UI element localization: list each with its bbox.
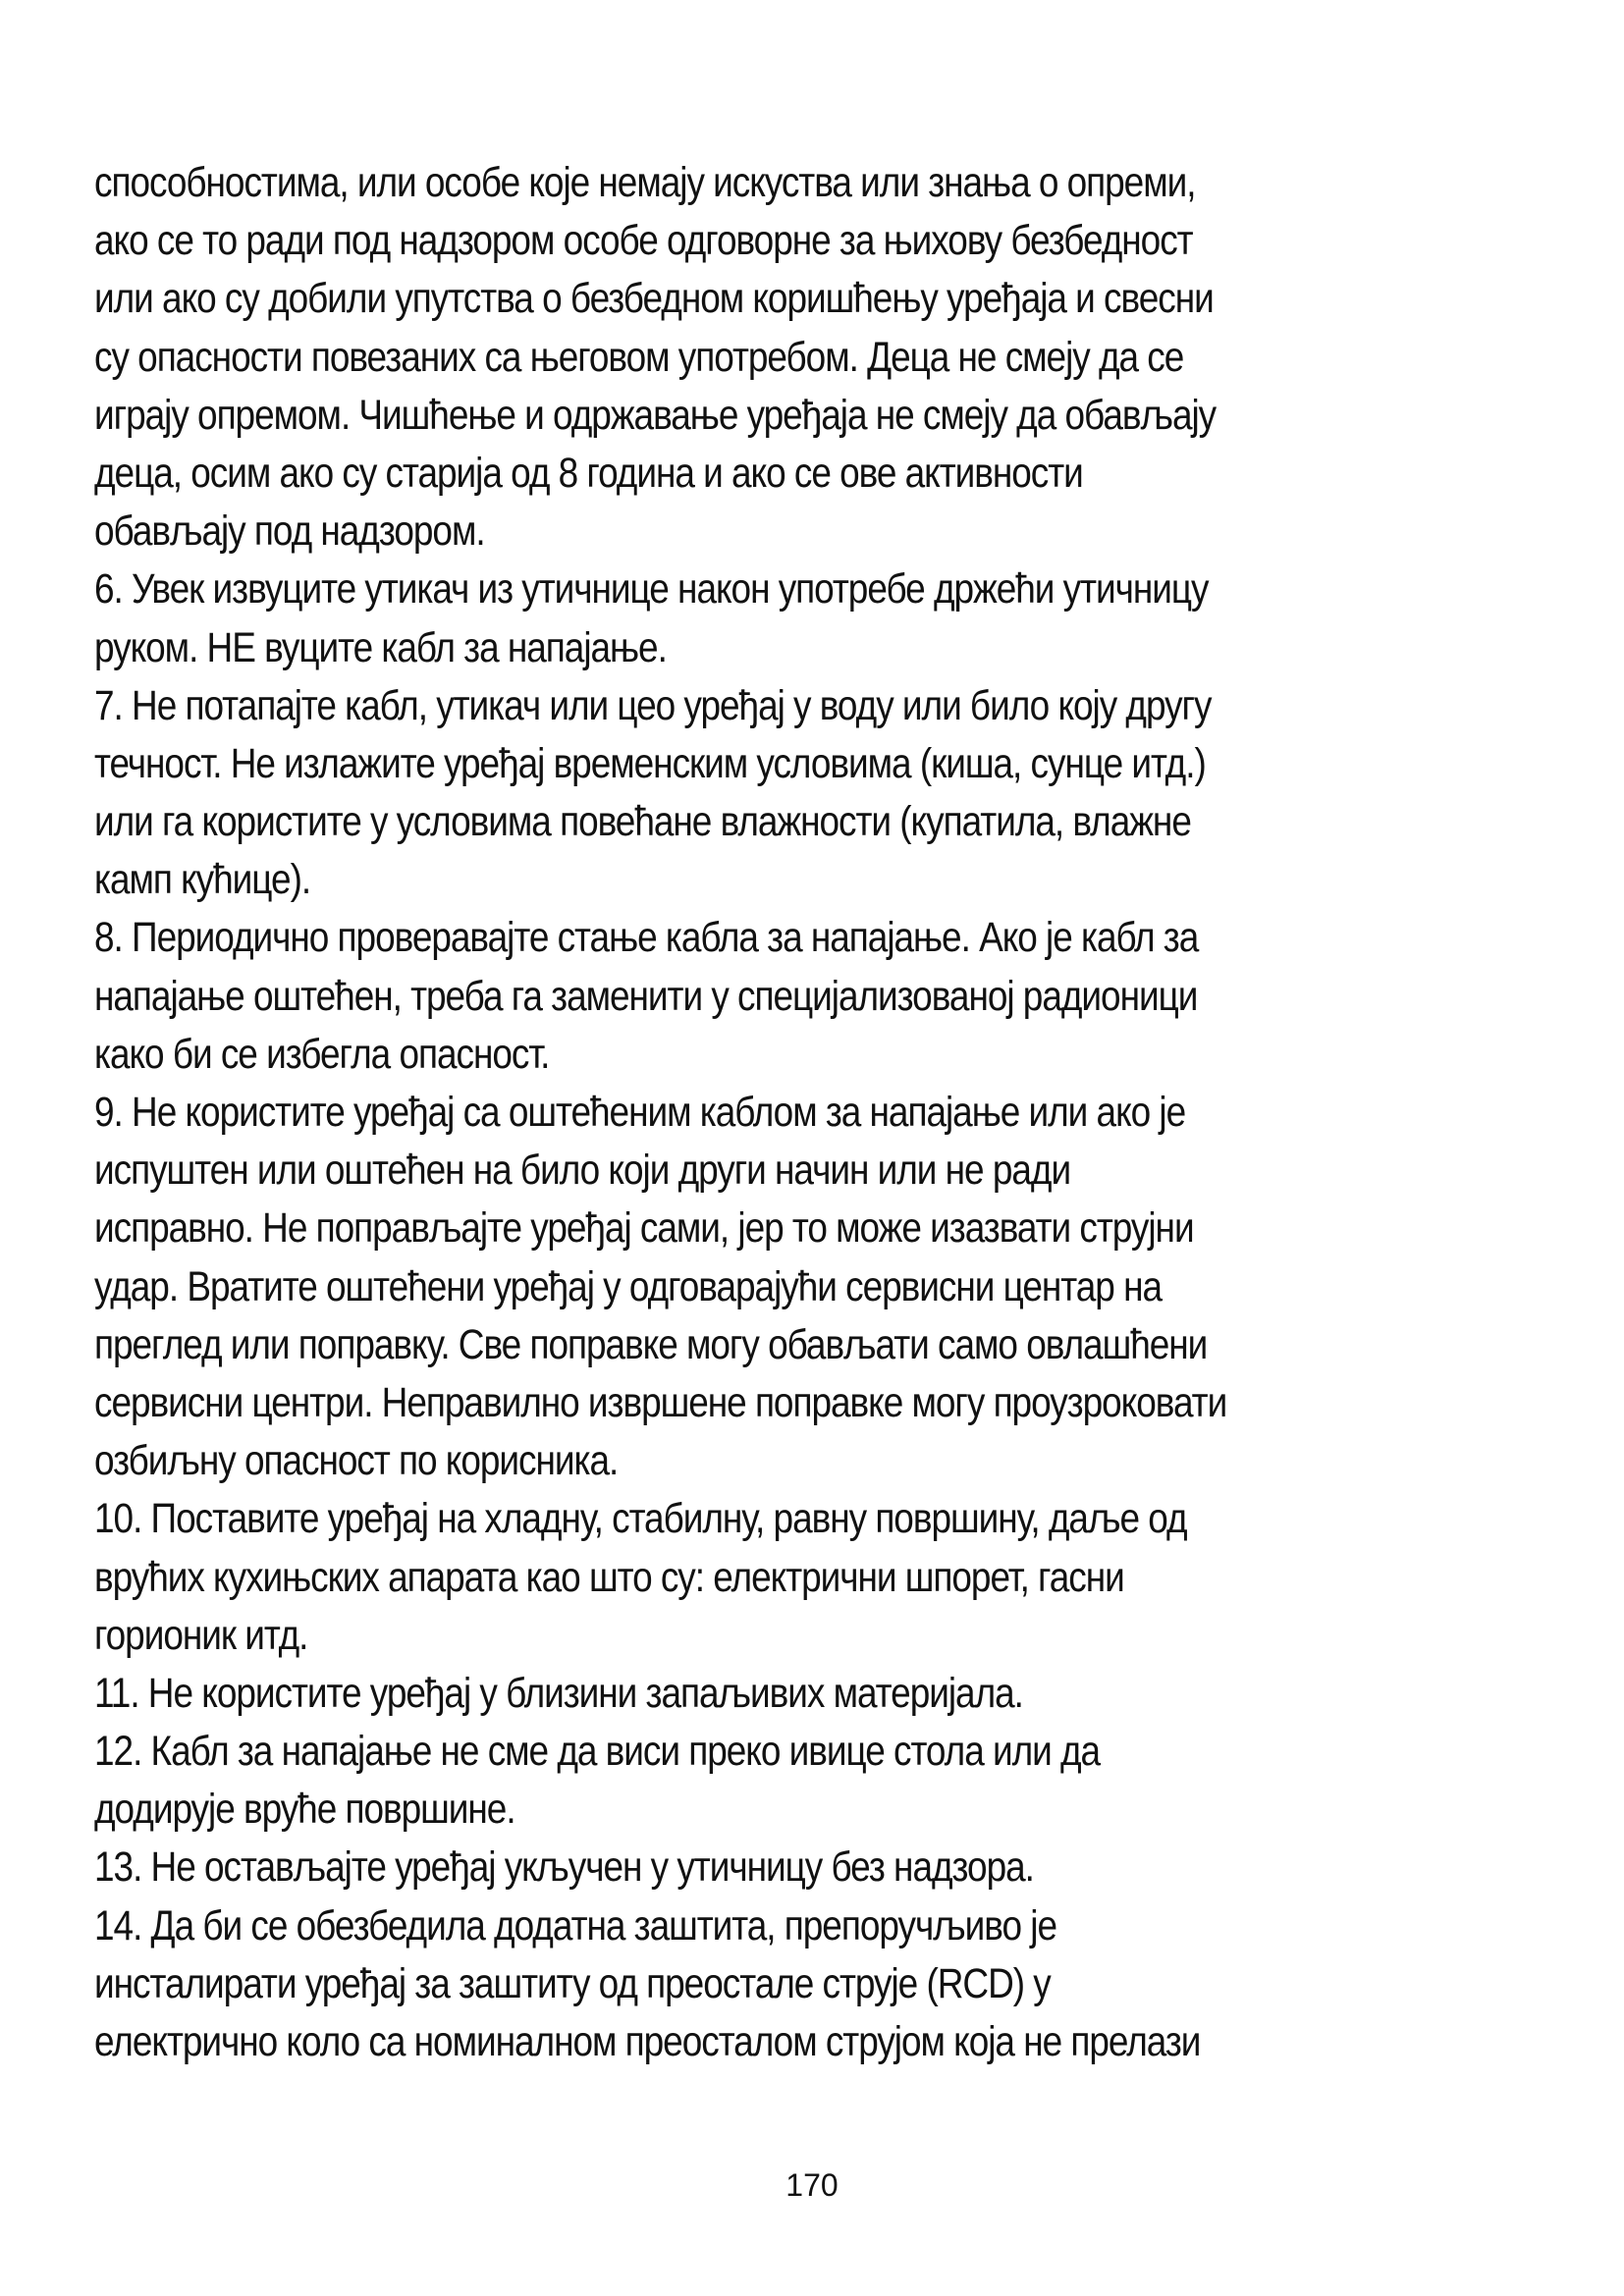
text-line: способностима, или особе које немају искуства или знања о опреми,	[94, 159, 1196, 206]
text-line: удар. Вратите оштећени уређај у одговарајући сервисни центар на	[94, 1262, 1162, 1310]
text-line: 6. Увек извуците утикач из утичнице након употребе држећи утичницу	[94, 565, 1209, 614]
text-line: 13. Не остављајте уређај укључен у утичницу без надзора.	[94, 1843, 1034, 1892]
text-line: испуштен или оштећен на било који други начин или не ради	[94, 1147, 1071, 1195]
text-line: 11. Не користите уређај у близини запаљивих материјала.	[94, 1669, 1023, 1717]
text-line: 8. Периодично проверавајте стање кабла за напајање. Ако је кабл за	[94, 914, 1199, 962]
text-line: течност. Не излажите уређај временским условима (киша, сунце итд.)	[94, 739, 1206, 787]
text-line: деца, осим ако су старија од 8 година и ако се ове активности	[94, 449, 1083, 497]
text-line: играју опремом. Чишћење и одржавање уређаја не смеју да обављају	[94, 391, 1217, 439]
text-line: камп кућице).	[94, 856, 311, 904]
text-line: исправно. Не поправљајте уређај сами, јер то може изазвати струјни	[94, 1204, 1194, 1253]
text-line: преглед или поправку. Све поправке могу обављати само овлашћени	[94, 1320, 1208, 1368]
text-line: како би се избегла опасност.	[94, 1030, 550, 1078]
body-text	[94, 154, 1546, 2071]
text-line: или га користите у условима повећане влажности (купатила, влажне	[94, 798, 1191, 846]
text-line: 14. Да би се обезбедила додатна заштита, препоручљиво је	[94, 1901, 1056, 1949]
text-line: врућих кухињских апарата као што су: електрични шпорет, гасни	[94, 1553, 1124, 1601]
text-line: су опасности повезаних са његовом употребом. Деца не смеју да се	[94, 333, 1184, 381]
text-line: инсталирати уређај за заштиту од преостале струје (RCD) у	[94, 1959, 1051, 2007]
text-line: додирује вруће површине.	[94, 1786, 515, 1834]
text-line: напајање оштећен, треба га заменити у специјализованој радионици	[94, 972, 1198, 1020]
page-number: 170	[785, 2167, 839, 2203]
text-line: електрично коло са номиналном преосталом струјом која не прелази	[94, 2018, 1201, 2065]
text-line: 12. Кабл за напајање не сме да виси преко ивице стола или да	[94, 1728, 1101, 1776]
text-line: горионик итд.	[94, 1611, 308, 1659]
text-line: 7. Не потапајте кабл, утикач или цео уређај у воду или било коју другу	[94, 681, 1212, 729]
text-line: 9. Не користите уређај са оштећеним каблом за напајање или ако је	[94, 1089, 1186, 1136]
text-line: или ако су добили упутства о безбедном коришћењу уређаја и свесни	[94, 275, 1214, 323]
text-line: руком. НЕ вуците кабл за напајање.	[94, 623, 667, 671]
text-line: 10. Поставите уређај на хладну, стабилну, равну површину, даље од	[94, 1495, 1187, 1543]
text-line: сервисни центри. Неправилно извршене поправке могу проузроковати	[94, 1378, 1227, 1426]
text-line: озбиљну опасност по корисника.	[94, 1437, 619, 1485]
text-line: обављају под надзором.	[94, 507, 485, 556]
text-line: ако се то ради под надзором особе одговорне за њихову безбедност	[94, 217, 1193, 265]
